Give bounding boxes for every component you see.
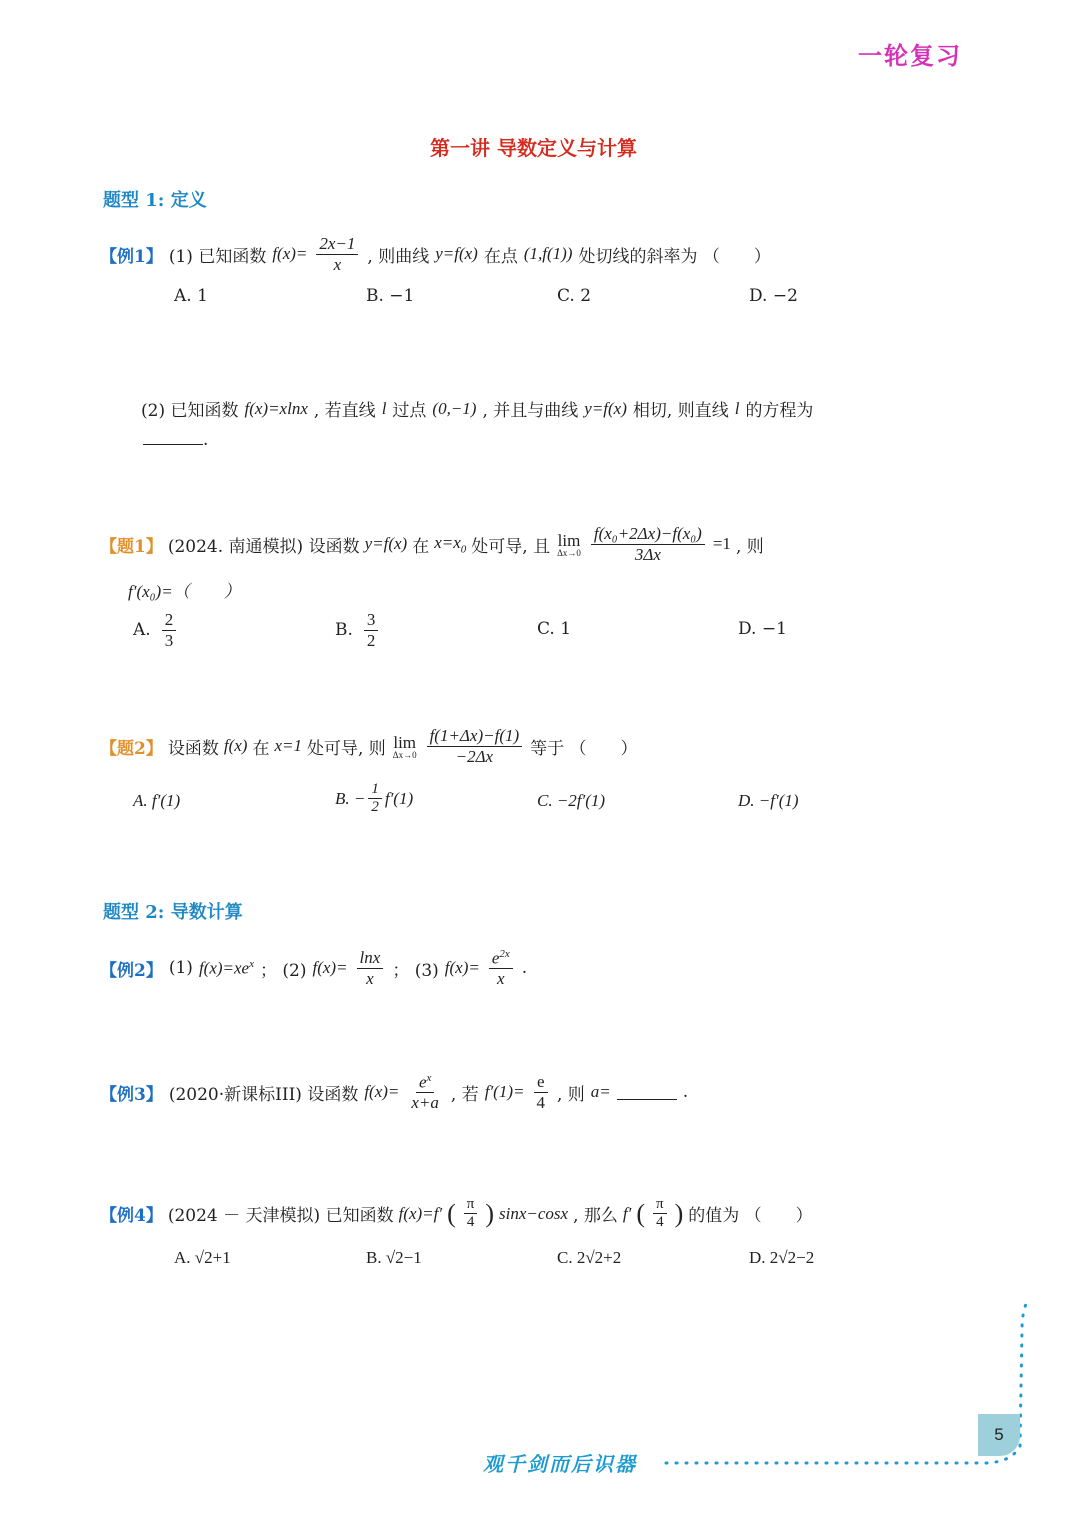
question-1-label: 【题1】 bbox=[100, 536, 163, 557]
function-expression: f(x) bbox=[223, 736, 248, 756]
denominator: 3 bbox=[164, 630, 174, 650]
option-d: D. −2 bbox=[749, 286, 798, 306]
text: , 则 bbox=[735, 536, 764, 557]
text: 在 bbox=[252, 738, 270, 759]
section-heading-1: 题型 1: 定义 bbox=[103, 190, 207, 211]
denominator: 2 bbox=[366, 630, 376, 650]
right-paren: ) bbox=[674, 1198, 684, 1228]
variable: a= bbox=[590, 1082, 611, 1102]
option-c: C. 2√2+2 bbox=[557, 1248, 622, 1267]
text: 处可导, 则 bbox=[306, 738, 386, 759]
function-1 bbox=[199, 958, 254, 979]
condition-expression: f′(1)= bbox=[484, 1082, 525, 1102]
fraction bbox=[368, 781, 382, 817]
text: (2024. 南通模拟) 设函数 bbox=[167, 536, 360, 557]
footer-motto: 观千剑而后识器 bbox=[483, 1452, 637, 1476]
option-expression: f′(1) bbox=[384, 788, 414, 808]
option-d: D. −1 bbox=[738, 619, 787, 639]
base: e bbox=[491, 948, 500, 968]
numerator: 2x−1 bbox=[316, 234, 358, 255]
point-expression: x=1 bbox=[274, 736, 302, 756]
example-1-label: 【例1】 bbox=[100, 246, 163, 267]
numerator: π bbox=[653, 1196, 667, 1214]
function-2: f(x)= bbox=[312, 958, 348, 978]
section-heading-2: 题型 2: 导数计算 bbox=[103, 902, 243, 923]
denominator: 2 bbox=[371, 799, 379, 816]
page-number: 5 bbox=[978, 1414, 1020, 1456]
left-paren: ( bbox=[636, 1198, 646, 1228]
answer-blank bbox=[617, 1085, 677, 1100]
fraction bbox=[464, 1196, 478, 1232]
exponent: 2x bbox=[499, 948, 510, 960]
example-1-question-1 bbox=[100, 234, 771, 274]
text: 设函数 bbox=[167, 738, 219, 759]
denominator: x bbox=[366, 968, 374, 988]
option-a bbox=[133, 610, 179, 650]
option-a: A. f′(1) bbox=[133, 791, 181, 810]
point-expression bbox=[434, 533, 466, 555]
fraction bbox=[533, 1072, 548, 1112]
limit-operator bbox=[557, 531, 581, 558]
function-expression: f(x)=f′ bbox=[398, 1203, 443, 1223]
option-letter: B. bbox=[335, 620, 353, 641]
text: 的值为 （ ） bbox=[688, 1206, 813, 1227]
denominator: 3Δx bbox=[634, 544, 661, 564]
option-b bbox=[335, 781, 413, 817]
practice-question-1 bbox=[100, 524, 764, 564]
numerator: lnx bbox=[357, 948, 384, 969]
text: , 若 bbox=[450, 1084, 479, 1105]
text: 处可导, 且 bbox=[471, 536, 551, 557]
curve-expression: y=f(x) bbox=[435, 244, 478, 264]
fraction bbox=[162, 610, 177, 650]
option-c: C. 2 bbox=[557, 286, 592, 306]
text: , 则曲线 bbox=[367, 246, 430, 267]
text: 在 bbox=[412, 536, 430, 557]
text: (2024 － 天津模拟) 已知函数 bbox=[167, 1206, 394, 1227]
denominator: x+a bbox=[411, 1093, 439, 1113]
option-a: A. 1 bbox=[174, 286, 208, 306]
example-2-label: 【例2】 bbox=[100, 960, 163, 981]
option-a: A. √2+1 bbox=[174, 1248, 231, 1267]
fraction bbox=[653, 1196, 667, 1232]
equals-value: =1 bbox=[712, 534, 731, 554]
period: . bbox=[521, 958, 528, 979]
lim-text: lim bbox=[557, 530, 581, 550]
text: 处切线的斜率为 （ ） bbox=[578, 246, 771, 267]
limit-fraction bbox=[591, 524, 705, 564]
point-text: x=x bbox=[434, 532, 461, 552]
lim-subscript: Δx→0 bbox=[392, 749, 417, 760]
exponent: x bbox=[249, 958, 254, 971]
fraction bbox=[408, 1072, 442, 1113]
separator: ； (3) bbox=[392, 960, 439, 981]
right-paren: ) bbox=[485, 1198, 495, 1228]
point-expression: (1,f(1)) bbox=[523, 244, 573, 264]
practice-question-2 bbox=[100, 726, 638, 766]
answer-blank bbox=[143, 430, 203, 445]
point-expression: (0,−1) bbox=[432, 398, 477, 418]
fraction bbox=[489, 948, 513, 989]
header-tag: 一轮复习 bbox=[858, 41, 962, 70]
page-title: 第一讲 导数定义与计算 bbox=[430, 136, 637, 160]
question-1-line-2: f′(x₀)=（ ） bbox=[128, 582, 241, 601]
limit-fraction bbox=[427, 726, 523, 766]
option-b: B. −1 bbox=[366, 286, 415, 306]
text: , 若直线 bbox=[313, 401, 376, 421]
denominator: 4 bbox=[656, 1214, 664, 1231]
lim-text: lim bbox=[393, 732, 417, 752]
numerator: f(x₀+2Δx)−f(x₀) bbox=[591, 524, 705, 545]
lim-subscript: Δx→0 bbox=[557, 547, 581, 558]
option-letter: A. bbox=[133, 620, 151, 641]
function-tail: sinx−cosx bbox=[499, 1203, 569, 1223]
line-symbol: l bbox=[381, 398, 387, 418]
denominator: 4 bbox=[466, 1214, 475, 1231]
period: . bbox=[682, 1082, 689, 1103]
example-4-label: 【例4】 bbox=[100, 1206, 163, 1227]
base: e bbox=[418, 1072, 427, 1092]
text: (1) 已知函数 bbox=[168, 246, 267, 267]
answer-blank-row bbox=[143, 430, 208, 450]
function-expression: f(x)= bbox=[364, 1082, 400, 1102]
text: , 那么 bbox=[573, 1206, 618, 1227]
left-paren: ( bbox=[447, 1198, 456, 1228]
numerator: f(1+Δx)−f(1) bbox=[427, 726, 523, 747]
denominator: x bbox=[333, 254, 342, 274]
line-symbol: l bbox=[734, 398, 740, 418]
option-b bbox=[335, 610, 381, 650]
fraction bbox=[364, 610, 379, 650]
text: (2) 已知函数 bbox=[141, 401, 239, 421]
option-c: C. −2f′(1) bbox=[537, 791, 606, 810]
numerator: 1 bbox=[368, 781, 382, 799]
function-3: f(x)= bbox=[444, 958, 480, 978]
function-expression: f(x)=xlnx bbox=[244, 398, 308, 418]
curve-expression: y=f(x) bbox=[584, 398, 627, 418]
derivative-symbol: f′ bbox=[622, 1203, 632, 1223]
numerator: π bbox=[464, 1196, 478, 1214]
function-text: f(x)=xe bbox=[198, 958, 250, 978]
option-b: B. √2−1 bbox=[366, 1248, 422, 1267]
question-2-label: 【题2】 bbox=[100, 738, 163, 759]
text: 过点 bbox=[392, 401, 427, 421]
text: , 则 bbox=[556, 1084, 585, 1105]
example-3 bbox=[100, 1072, 688, 1113]
option-d: D. 2√2−2 bbox=[749, 1248, 815, 1267]
exponent: x bbox=[426, 1072, 432, 1084]
fraction bbox=[357, 948, 384, 988]
denominator: −2Δx bbox=[455, 746, 494, 766]
text: 的方程为 bbox=[745, 401, 814, 421]
option-d: D. −f′(1) bbox=[738, 791, 799, 810]
example-1-question-2 bbox=[141, 396, 813, 421]
denominator: x bbox=[497, 969, 505, 989]
example-4 bbox=[100, 1196, 813, 1232]
period: . bbox=[203, 430, 209, 450]
numerator: 3 bbox=[364, 610, 379, 631]
text: 在点 bbox=[483, 246, 518, 267]
separator: ； (2) bbox=[259, 960, 307, 981]
numerator: e bbox=[534, 1072, 548, 1093]
text: 相切, 则直线 bbox=[632, 401, 729, 421]
limit-operator bbox=[393, 733, 417, 760]
fraction bbox=[316, 234, 358, 274]
option-prefix: B. − bbox=[335, 788, 366, 808]
denominator: 4 bbox=[536, 1092, 545, 1112]
part-number: (1) bbox=[168, 958, 193, 979]
function-expression: y=f(x) bbox=[364, 534, 408, 554]
example-3-label: 【例3】 bbox=[100, 1084, 163, 1105]
example-2 bbox=[100, 948, 527, 989]
option-c: C. 1 bbox=[537, 619, 572, 639]
text: 等于 （ ） bbox=[530, 738, 638, 759]
text: , 并且与曲线 bbox=[482, 401, 579, 421]
text: (2020·新课标III) 设函数 bbox=[168, 1084, 359, 1105]
function-expression: f(x)= bbox=[272, 244, 308, 264]
numerator: 2 bbox=[162, 610, 177, 631]
point-subscript: 0 bbox=[460, 543, 467, 556]
